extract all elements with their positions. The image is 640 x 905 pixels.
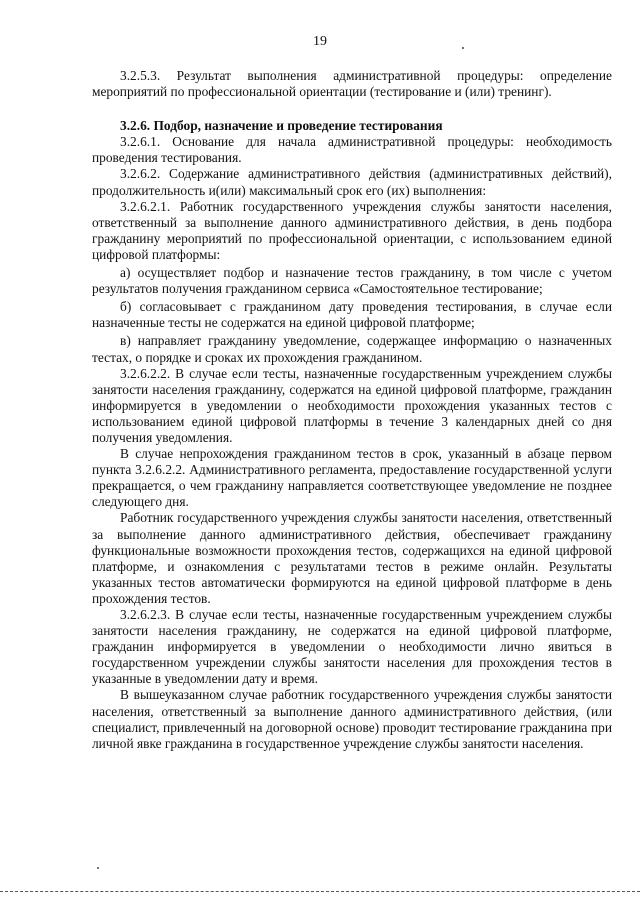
paragraph-online-testing: Работник государственного учреждения службы занятости населения, ответственный за выполнение данного административного действия, обеспечивает гражданину функциональные возможности прохождения тестов, содержащихся на единой цифровой платформе, и ознакомления с результатами тестов в режиме онлайн. Результаты указанных тестов автоматически формируются на единой цифровой платформе в день прохождения тестов. xyxy=(92,510,612,606)
paragraph-3-2-6-1: 3.2.6.1. Основание для начала административной процедуры: необходимость проведения тестирования. xyxy=(92,134,612,166)
scan-speck xyxy=(97,867,99,869)
paragraph-3-2-5-3: 3.2.5.3. Результат выполнения административной процедуры: определение мероприятий по профессиональной ориентации (тестирование и (или) тренинг). xyxy=(92,68,612,100)
bottom-scan-edge xyxy=(0,891,640,892)
page-number: 19 xyxy=(313,34,327,49)
paragraph-3-2-6-2-2: 3.2.6.2.2. В случае если тесты, назначенные государственным учреждением службы занятости населения гражданину, содержатся на единой цифровой платформе, гражданин информируется в уведомлении о необходимости прохождения указанных тестов с использованием единой цифровой платформы в течение 3 календарных дней со дня получения уведомления. xyxy=(92,365,612,445)
paragraph-3-2-6-2-3: 3.2.6.2.3. В случае если тесты, назначенные государственным учреждением службы занятости населения гражданину, не содержатся на единой цифровой платформе, гражданин информируется в уведомлении о необходимости лично явиться в государственном учреждении службы занятости населения для прохождения тестов в указанные в уведомлении дату и время. xyxy=(92,607,612,687)
scan-speck xyxy=(462,47,464,49)
list-item-a: а) осуществляет подбор и назначение тестов гражданину, в том числе с учетом результатов получения гражданином сервиса «Самостоятельное тестирование; xyxy=(92,265,612,297)
list-item-v: в) направляет гражданину уведомление, содержащее информацию о назначенных тестах, о порядке и сроках их прохождения гражданином. xyxy=(92,333,612,365)
list-item-b: б) согласовывает с гражданином дату проведения тестирования, в случае если назначенные тесты не содержатся на единой цифровой платформе; xyxy=(92,299,612,331)
paragraph-non-completion: В случае непрохождения гражданином тестов в срок, указанный в абзаце первом пункта 3.2.6.2.2. Административного регламента, предоставление государственной услуги прекращается, о чем гражданину направляется соответствующее уведомление не позднее следующего дня. xyxy=(92,446,612,510)
document-body xyxy=(92,68,612,752)
section-heading-3-2-6: 3.2.6. Подбор, назначение и проведение тестирования xyxy=(120,118,443,134)
paragraph-3-2-6-2-1: 3.2.6.2.1. Работник государственного учреждения службы занятости населения, ответственный за выполнение данного административного действия, в день подбора гражданину мероприятий по профессиональной ориентации, с использованием единой цифровой платформы: xyxy=(92,198,612,262)
paragraph-in-person-testing: В вышеуказанном случае работник государственного учреждения службы занятости населения, ответственный за выполнение данного административного действия, (или специалист, привлеченный на договорной основе) проводит тестирование гражданина при личной явке гражданина в государственное учреждение службы занятости населения. xyxy=(92,687,612,751)
paragraph-3-2-6-2: 3.2.6.2. Содержание административного действия (административных действий), продолжительность и(или) максимальный срок его (их) выполнения: xyxy=(92,166,612,198)
